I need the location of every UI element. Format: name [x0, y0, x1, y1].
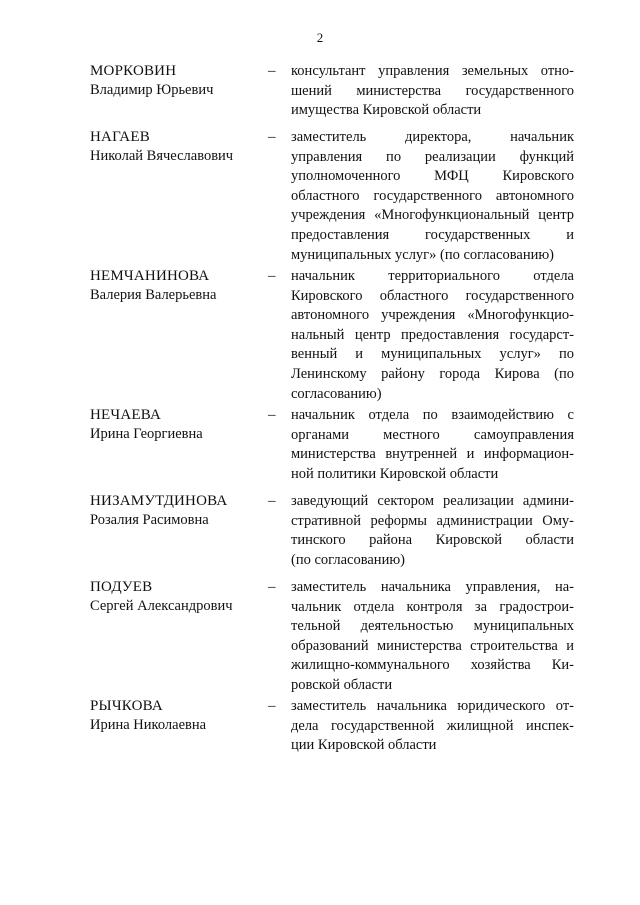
role-line: ции Кировской области — [291, 737, 437, 754]
dash-separator: – — [268, 579, 276, 595]
dash-separator: – — [268, 129, 276, 145]
role-line: начальник отдела по взаимодействию с — [291, 407, 574, 423]
role-line: (по согласованию) — [291, 551, 405, 568]
dash-separator: – — [268, 268, 276, 284]
member-surname: НЕМЧАНИНОВА — [90, 268, 210, 284]
member-role — [291, 697, 574, 756]
dash-separator: – — [268, 63, 276, 79]
role-line: заместитель директора, начальник — [291, 129, 574, 145]
role-line: шений министерства государственного — [291, 82, 574, 99]
role-line: автономного учреждения «Многофункцио- — [291, 307, 574, 324]
role-line: стративной реформы администрации Ому- — [291, 512, 574, 529]
dash-separator: – — [268, 407, 276, 423]
member-surname: РЫЧКОВА — [90, 698, 163, 714]
role-line: ной политики Кировской области — [291, 465, 499, 482]
role-line: нальный центр предоставления государст- — [291, 326, 574, 343]
role-line: ровской области — [291, 676, 393, 693]
role-line: предоставления государственных и — [291, 226, 574, 243]
member-given-name: Ирина Георгиевна — [90, 426, 203, 442]
member-given-name: Сергей Александрович — [90, 598, 233, 614]
role-line: заведующий сектором реализации админи- — [291, 493, 574, 509]
dash-separator: – — [268, 493, 276, 509]
role-line: дела государственной жилищной инспек- — [291, 717, 574, 734]
role-line: областного государственного автономного — [291, 187, 574, 204]
member-role — [291, 62, 574, 121]
member-surname: МОРКОВИН — [90, 63, 177, 79]
role-line: уполномоченного МФЦ Кировского — [291, 168, 574, 185]
member-surname: НАГАЕВ — [90, 129, 150, 145]
member-surname: НИЗАМУТДИНОВА — [90, 493, 228, 509]
role-line: венный и муниципальных услуг» по — [291, 346, 574, 363]
role-line: органами местного самоуправления — [291, 426, 574, 443]
role-line: заместитель начальника юридического от- — [291, 698, 574, 714]
role-line: заместитель начальника управления, на- — [291, 579, 574, 595]
role-line: Кировского областного государственного — [291, 287, 574, 304]
member-role — [291, 492, 574, 570]
role-line: Ленинскому району города Кирова (по — [291, 365, 574, 382]
member-given-name: Ирина Николаевна — [90, 717, 207, 733]
member-role — [291, 267, 574, 404]
role-line: управления по реализации функций — [291, 148, 574, 165]
member-surname: НЕЧАЕВА — [90, 407, 162, 423]
member-given-name: Николай Вячеславович — [90, 148, 234, 164]
role-line: тинского района Кировской области — [291, 532, 574, 549]
role-line: жилищно-коммунального хозяйства Ки- — [291, 657, 574, 674]
member-role — [291, 578, 574, 696]
role-line: образований министерства строительства и — [291, 637, 574, 654]
member-given-name: Валерия Валерьевна — [90, 287, 217, 303]
role-line: министерства внутренней и информацион- — [291, 446, 574, 463]
role-line: консультант управления земельных отно- — [291, 63, 574, 79]
role-line: тельной деятельностью муниципальных — [291, 618, 574, 635]
page-number: 2 — [316, 30, 324, 45]
member-given-name: Розалия Расимовна — [90, 512, 209, 528]
role-line: согласованию) — [291, 385, 382, 402]
member-surname: ПОДУЕВ — [90, 579, 153, 595]
dash-separator: – — [268, 698, 276, 714]
role-line: муниципальных услуг» (по согласованию) — [291, 246, 554, 263]
member-given-name: Владимир Юрьевич — [90, 82, 214, 98]
role-line: начальник территориального отдела — [291, 268, 574, 284]
member-role — [291, 406, 574, 484]
role-line: учреждения «Многофункциональный центр — [291, 207, 574, 224]
role-line: чальник отдела контроля за градострои- — [291, 598, 574, 615]
role-line: имущества Кировской области — [291, 102, 482, 119]
member-role — [291, 128, 574, 265]
